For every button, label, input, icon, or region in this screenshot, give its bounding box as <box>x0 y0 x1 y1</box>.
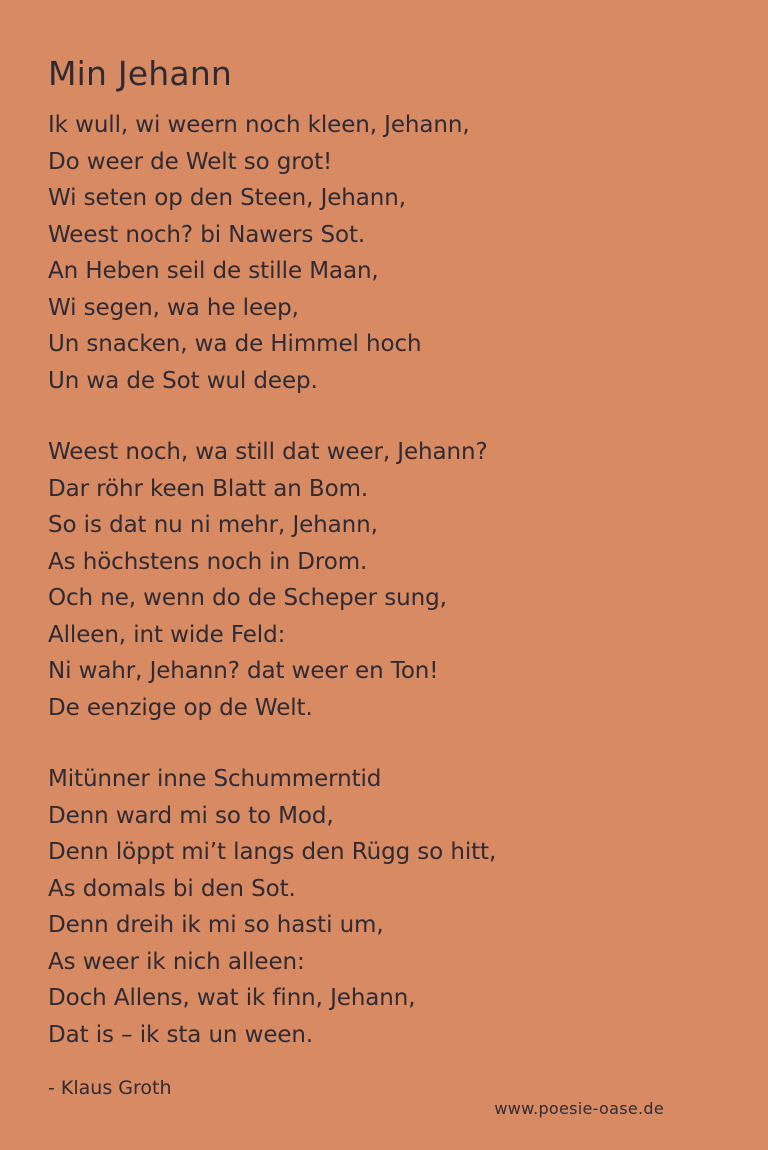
poem-line: Alleen, int wide Feld: <box>48 621 286 648</box>
stanza-3 <box>48 761 496 1053</box>
poem-line: Denn ward mi so to Mod, <box>48 802 334 829</box>
poem-line: Doch Allens, wat ik finn, Jehann, <box>48 985 416 1011</box>
poem-line: As domals bi den Sot. <box>48 875 296 902</box>
poem-line: Och ne, wenn do de Scheper sung, <box>48 585 447 611</box>
poem-line: De eenzige op de Welt. <box>48 694 313 721</box>
poem-line: As weer ik nich alleen: <box>48 948 305 975</box>
poem-line: Wi segen, wa he leep, <box>48 294 299 321</box>
poem-line: Un wa de Sot wul deep. <box>48 367 318 394</box>
poem-author: - Klaus Groth <box>48 1077 172 1099</box>
poem-line: Ik wull, wi weern noch kleen, Jehann, <box>48 112 470 138</box>
poem-line: Do weer de Welt so grot! <box>48 148 333 175</box>
poem-line: Denn dreih ik mi so hasti um, <box>48 912 384 938</box>
poem-line: Un snacken, wa de Himmel hoch <box>48 331 422 357</box>
poem-line: Weest noch? bi Nawers Sot. <box>48 221 366 248</box>
website-credit: www.poesie-oase.de <box>494 1099 664 1118</box>
poem-line: Denn löppt mi’t langs den Rügg so hitt, <box>48 839 497 865</box>
poem-line: Weest noch, wa still dat weer, Jehann? <box>48 439 488 465</box>
stanza-2 <box>48 434 488 726</box>
poem-line: Wi seten op den Steen, Jehann, <box>48 185 406 211</box>
poem-line: As höchstens noch in Drom. <box>48 548 368 575</box>
stanza-1 <box>48 107 470 399</box>
poem-line: An Heben seil de stille Maan, <box>48 258 379 284</box>
poem-line: Mitünner inne Schummerntid <box>48 766 382 792</box>
poem-line: Dar röhr keen Blatt an Bom. <box>48 475 369 502</box>
poem-line: Dat is – ik sta un ween. <box>48 1021 314 1048</box>
poem-line: So is dat nu ni mehr, Jehann, <box>48 512 378 538</box>
poem-line: Ni wahr, Jehann? dat weer en Ton! <box>48 658 439 684</box>
poem-title: Min Jehann <box>48 54 233 93</box>
